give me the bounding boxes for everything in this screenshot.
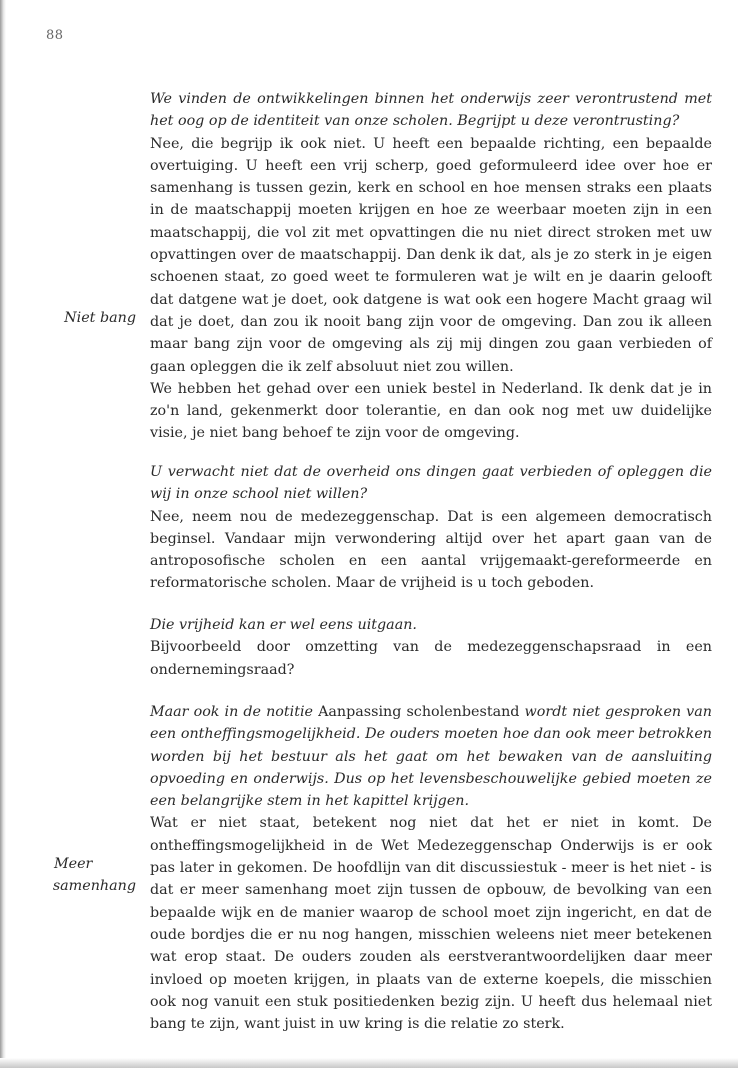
answer-1b: We hebben het gehad over een uniek bestel in Nederland. Ik denk dat je in zo'n land, gekenmerkt door tolerantie, en dan ook nog met uw duidelijke visie, je niet bang behoef te zijn voor de omgeving. [150, 380, 712, 442]
scan-shadow-bottom [0, 1058, 738, 1068]
margin-note-niet-bang: Niet bang [64, 310, 136, 326]
answer-1a: Nee, die begrijp ik ook niet. U heeft een bepaalde richting, een bepaalde overtuiging. U heeft een vrij scherp, goed geformuleerd idee over hoe er samenhang is tussen gezin, kerk en school en hoe mensen straks een plaats in de maatschappij moeten krijgen en hoe ze weerbaar moeten zijn in een maatschappij, die vol zit met opvattingen die nu niet direct stroken met uw opvattingen over de maatschappij. Dan denk ik dat, als je zo sterk in je eigen schoenen staat, zo goed weet te formuleren wat je wilt en je daarin gelooft dat datgene wat je doet, ook datgene is wat ook een hogere Macht graag wil dat je doet, dan zou ik nooit bang zijn voor de omgeving. Dan zou ik alleen maar bang zijn voor de omgeving als zij mij dingen zou gaan verbieden of gaan opleggen die ik zelf absoluut niet zou willen. [150, 135, 712, 375]
margin-note-meer-samenhang [20, 853, 136, 897]
question-4-part1: Maar ook in de notitie [150, 704, 313, 720]
question-3: Die vrijheid kan er wel eens uitgaan. [150, 617, 417, 633]
answer-2: Nee, neem nou de medezeggenschap. Dat is een algemeen democratisch beginsel. Vandaar mijn verwondering altijd over het apart gaan van de antroposofische scholen en een aantal vrijgemaakt-gereformeerde en reformatorische scholen. Maar de vrijheid is u toch geboden. [150, 508, 712, 592]
page-number: 88 [46, 28, 64, 43]
interview-section-2 [150, 461, 712, 595]
interview-section-4 [150, 701, 712, 1035]
scan-shadow-left [0, 0, 6, 1068]
notitie-title: Aanpassing scholenbestand [318, 704, 520, 720]
question-2: U verwacht niet dat de overheid ons dingen gaat verbieden of opleggen die wij in onze school niet willen? [150, 464, 712, 503]
answer-3: Bijvoorbeeld door omzetting van de medezeggenschapsraad in een ondernemingsraad? [150, 639, 712, 678]
question-4-part2: wordt niet gesproken van een ontheffingsmogelijkheid. De ouders moeten hoe dan ook meer betrokken worden bij het bestuur als het gaat om het bewaken van de aansluiting opvoeding en onderwijs. Dus op het levensbeschouwelijke gebied moeten ze een belangrijke stem in het kapittel krijgen. [150, 704, 712, 810]
margin-note-line: samenhang [52, 878, 136, 894]
answer-4: Wat er niet staat, betekent nog niet dat het er niet in komt. De ontheffingsmogelijkheid in de Wet Medezeggenschap Onderwijs is er ook pas later in gekomen. De hoofdlijn van dit discussiestuk - meer is het niet - is dat er meer samenhang moet zijn tussen de opbouw, de bevolking van een bepaalde wijk en de manier waarop de school moet zijn ingericht, en dat de oude bordjes die er nu nog hangen, misschien weleens niet meer betekenen wat erop staat. De ouders zouden als eerstverantwoordelijken daar meer invloed op moeten krijgen, in plaats van de externe koepels, die misschien ook nog vanuit een stuk positiedenken bezig zijn. U heeft dus helemaal niet bang te zijn, want juist in uw kring is die relatie zo sterk. [150, 815, 712, 1033]
interview-section-3 [150, 614, 712, 681]
question-4 [150, 701, 712, 812]
question-1: We vinden de ontwikkelingen binnen het onderwijs zeer verontrustend met het oog op de identiteit van onze scholen. Begrijpt u deze verontrusting? [150, 91, 712, 130]
interview-section-1 [150, 88, 712, 445]
margin-note-line: Meer [54, 856, 93, 872]
